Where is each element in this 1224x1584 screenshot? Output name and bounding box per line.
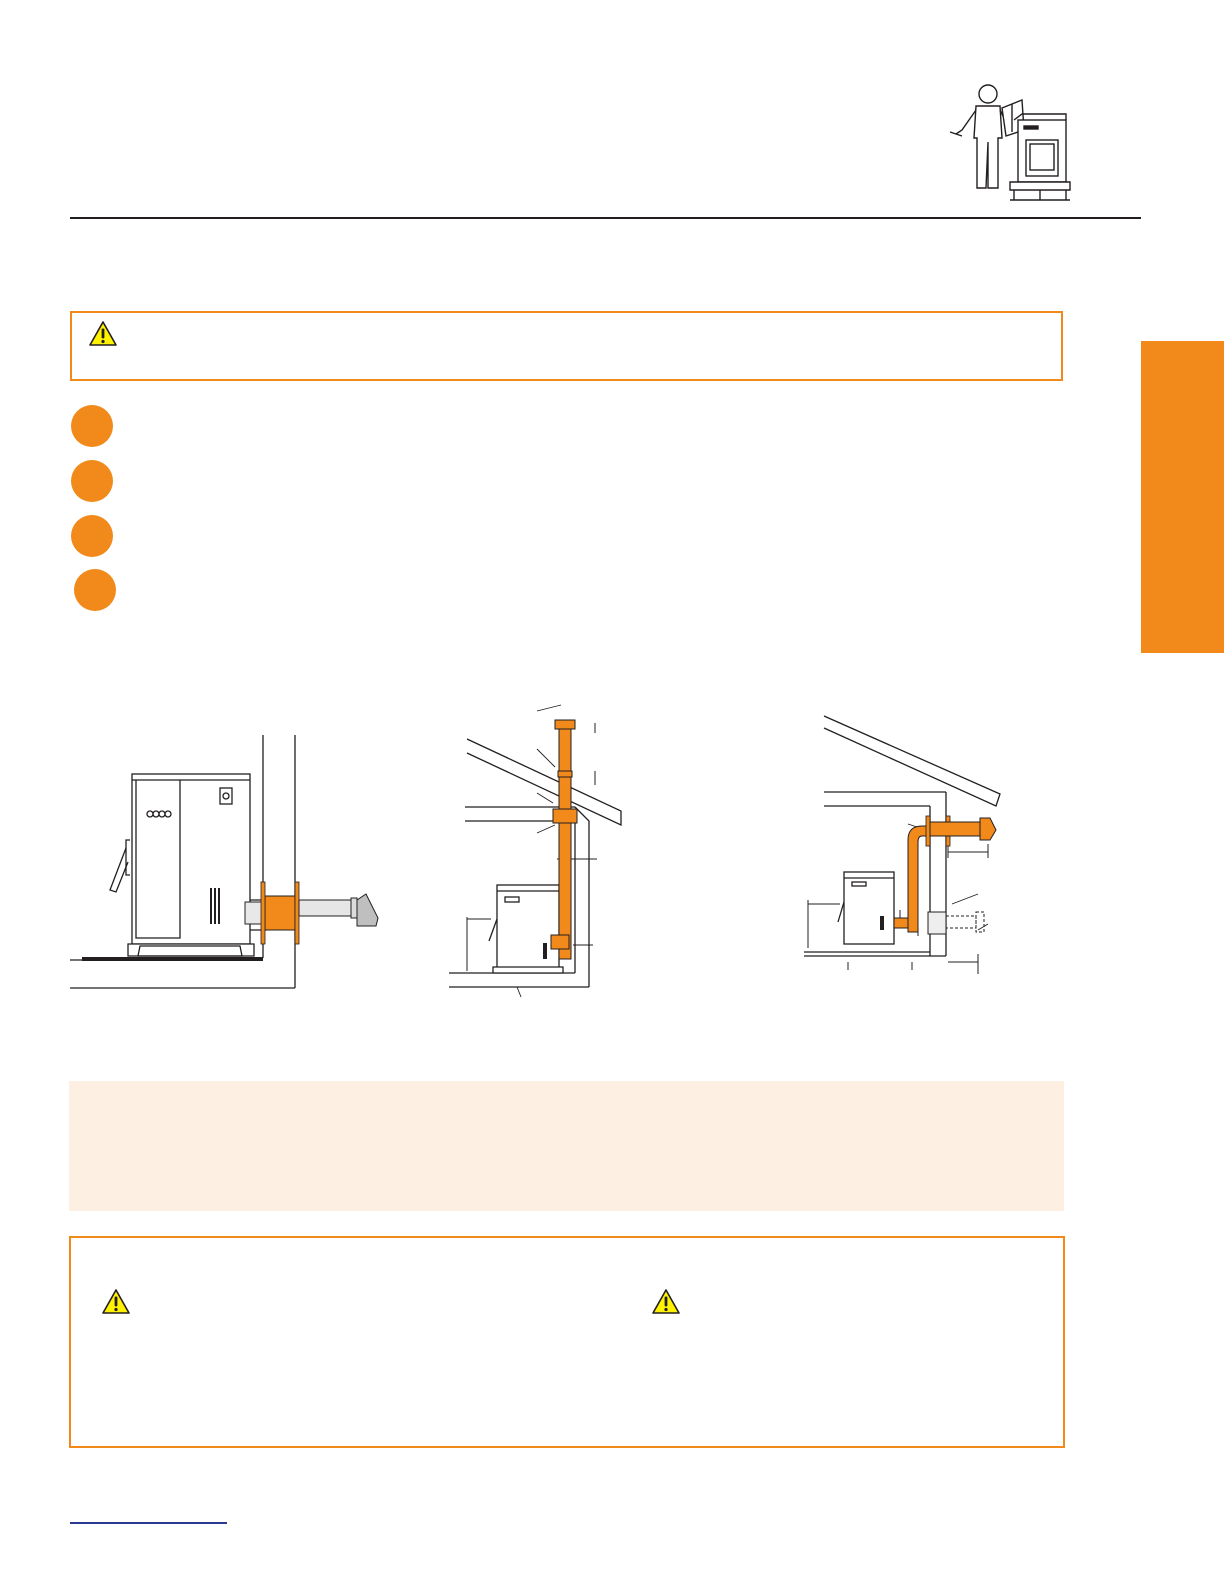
horizontal-through-wall-venting bbox=[70, 730, 390, 995]
step-marker-1 bbox=[71, 405, 113, 447]
note-panel bbox=[69, 1081, 1064, 1211]
section-tab bbox=[1141, 341, 1224, 653]
footer-link-underline[interactable] bbox=[70, 1522, 227, 1524]
vertical-through-roof-venting bbox=[445, 705, 635, 1005]
vertical-rise-horizontal-wall-exit-venting bbox=[800, 712, 1030, 982]
step-marker-4 bbox=[74, 569, 116, 611]
warning-box bbox=[70, 311, 1063, 381]
warning-triangle-icon bbox=[88, 320, 118, 347]
installer-with-manual-and-stove-icon bbox=[940, 80, 1080, 215]
caution-box bbox=[69, 1236, 1065, 1448]
step-marker-3 bbox=[71, 515, 113, 557]
header-rule bbox=[70, 217, 1141, 219]
warning-triangle-icon bbox=[101, 1288, 131, 1315]
warning-triangle-icon bbox=[651, 1288, 681, 1315]
step-marker-2 bbox=[71, 460, 113, 502]
